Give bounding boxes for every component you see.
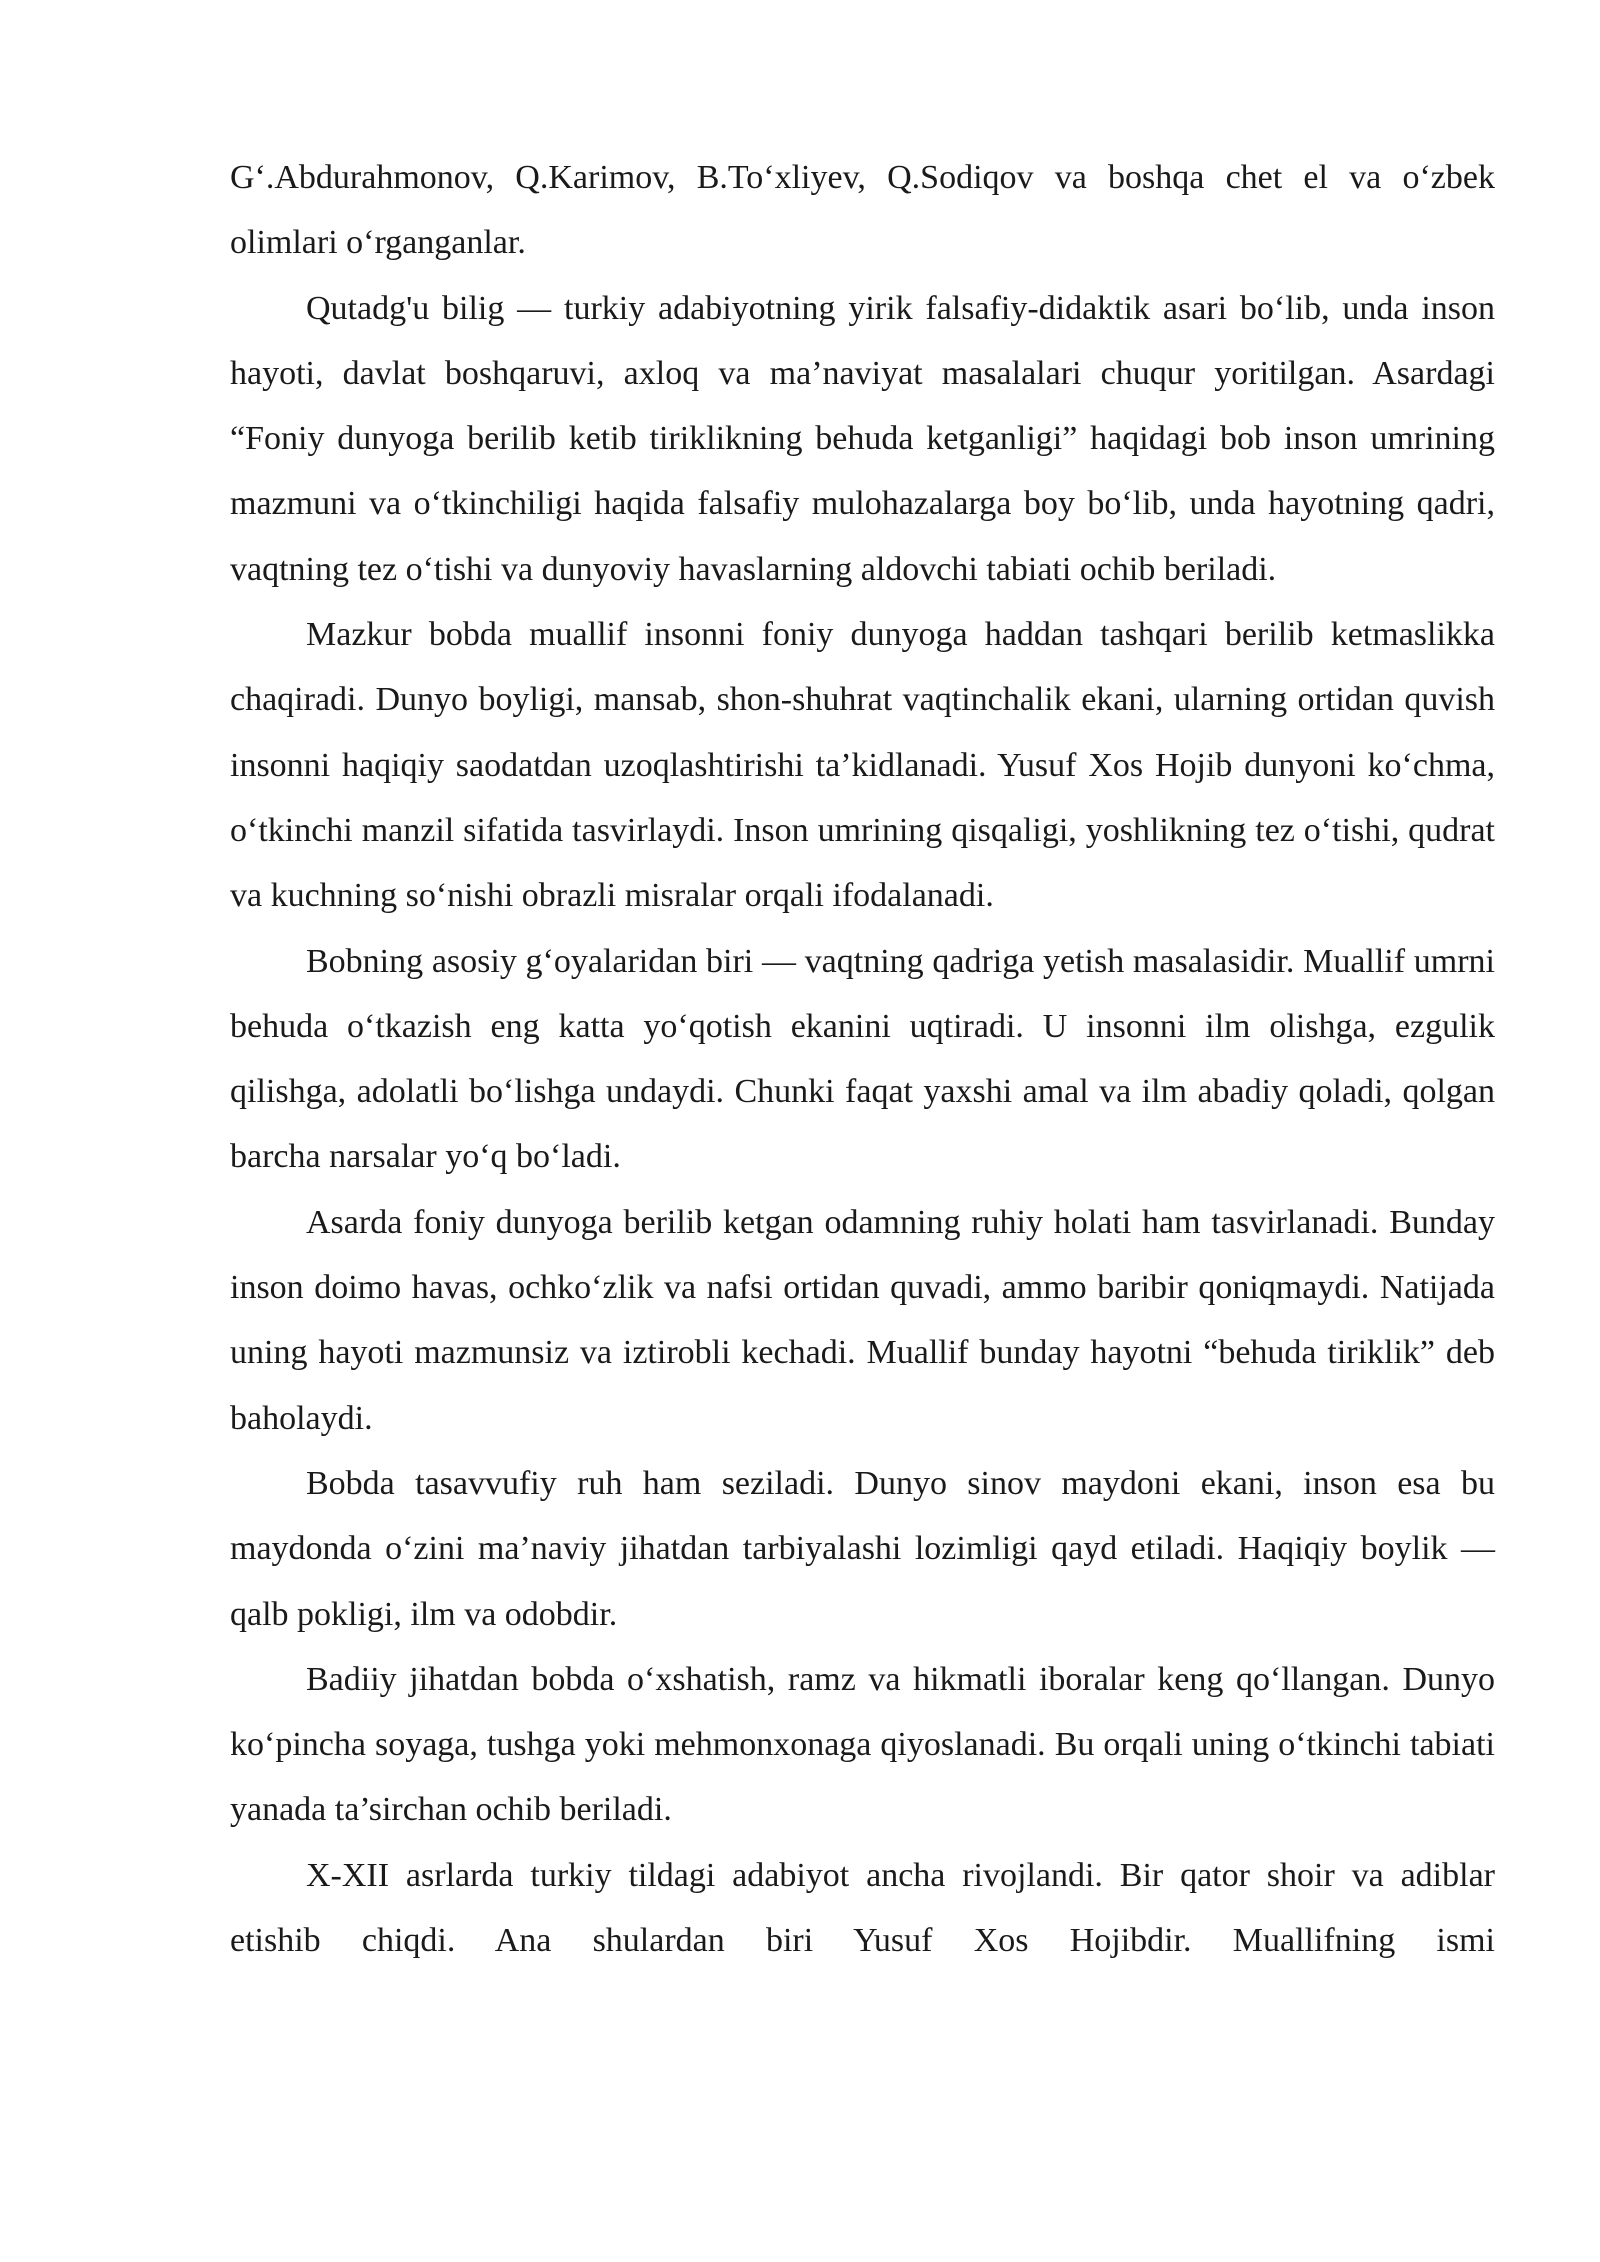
paragraph-mazkur-bobda: Mazkur bobda muallif insonni foniy dunyoga haddan tashqari berilib ketmaslikka chaqiradi. Dunyo boyligi, mansab, shon-shuhrat vaqtinchalik ekani, ularning ortidan quvish insonni haqiqiy saodatdan uzoqlashtirishi ta’kidlanadi. Yusuf Xos Hojib dunyoni ko‘chma, o‘tkinchi manzil sifatida tasvirlaydi. Inson umrining qisqaligi, yoshlikning tez o‘tishi, qudrat va kuchning so‘nishi obrazli misralar orqali ifodalanadi. — [230, 616, 1495, 915]
paragraph-asarda-foniy: Asarda foniy dunyoga berilib ketgan odamning ruhiy holati ham tasvirlanadi. Bunday inson doimo havas, ochko‘zlik va nafsi ortidan quvadi, ammo baribir qoniqmaydi. Natijada uning hayoti mazmunsiz va iztirobli kechadi. Muallif bunday hayotni “behuda tiriklik” deb baholaydi. — [230, 1203, 1495, 1437]
paragraph-continuation: G‘.Abdurahmonov, Q.Karimov, B.To‘xliyev, Q.Sodiqov va boshqa chet el va o‘zbek olimlari o‘rganganlar. — [230, 159, 1495, 262]
paragraph-bobning-goyalari: Bobning asosiy g‘oyalaridan biri — vaqtning qadriga yetish masalasidir. Muallif umrni behuda o‘tkazish eng katta yo‘qotish ekanini uqtiradi. U insonni ilm olishga, ezgulik qilishga, adolatli bo‘lishga undaydi. Chunki faqat yaxshi amal va ilm abadiy qoladi, qolgan barcha narsalar yo‘q bo‘ladi. — [230, 942, 1495, 1176]
document-body — [230, 145, 1495, 1973]
paragraph-x-xii-asrlar: X-XII asrlarda turkiy tildagi adabiyot ancha rivojlandi. Bir qator shoir va adiblar etishib chiqdi. Ana shulardan biri Yusuf Xos Hojibdir. Muallifning ismi — [230, 1856, 1495, 1960]
paragraph-qutadgu-bilig: Qutadg'u bilig — turkiy adabiyotning yirik falsafiy-didaktik asari bo‘lib, unda inson hayoti, davlat boshqaruvi, axloq va ma’naviyat masalalari chuqur yoritilgan. Asardagi “Foniy dunyoga berilib ketib tiriklikning behuda ketganligi” haqidagi bob inson umrining mazmuni va o‘tkinchiligi haqida falsafiy mulohazalarga boy bo‘lib, unda hayotning qadri, vaqtning tez o‘tishi va dunyoviy havaslarning aldovchi tabiati ochib beriladi. — [230, 289, 1495, 588]
paragraph-tasavvufiy-ruh: Bobda tasavvufiy ruh ham seziladi. Dunyo sinov maydoni ekani, inson esa bu maydonda o‘zini ma’naviy jihatdan tarbiyalashi lozimligi qayd etiladi. Haqiqiy boylik — qalb pokligi, ilm va odobdir. — [230, 1464, 1495, 1633]
paragraph-badiiy-jihat: Badiiy jihatdan bobda o‘xshatish, ramz va hikmatli iboralar keng qo‘llangan. Dunyo ko‘pincha soyaga, tushga yoki mehmonxonaga qiyoslanadi. Bu orqali uning o‘tkinchi tabiati yanada ta’sirchan ochib beriladi. — [230, 1660, 1495, 1829]
